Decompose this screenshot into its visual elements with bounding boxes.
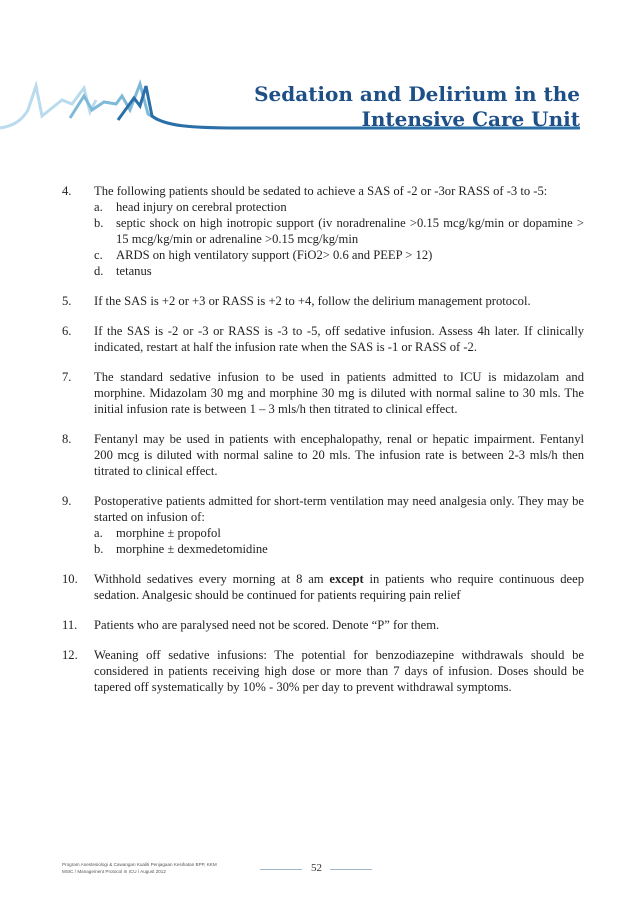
list-item (62, 323, 584, 355)
sub-item: a. morphine ± propofol (94, 526, 221, 540)
item-number: 9. (62, 494, 72, 508)
protocol-list (62, 183, 584, 709)
list-item (62, 617, 584, 633)
sub-item: a. head injury on cerebral protection (94, 200, 287, 214)
item-number: 4. (62, 184, 72, 198)
item-text: Withhold sedatives every morning at 8 am except in patients who require continuous deep sedation. Analgesic should be continued for patients requiring pain relief (94, 572, 584, 602)
item-number: 10. (62, 572, 78, 586)
sub-item: b. septic shock on high inotropic support (iv noradrenaline >0.15 mcg/kg/min or dopamine > 15 mcg/kg/min or adrenaline >0.15 mcg/kg/min (94, 216, 584, 246)
list-item (62, 293, 584, 309)
item-text: If the SAS is -2 or -3 or RASS is -3 to -5, off sedative infusion. Assess 4h later. If clinically indicated, restart at half the infusion rate when the SAS is -1 or RASS of -2. (94, 324, 584, 354)
item-number: 8. (62, 432, 72, 446)
list-item (62, 571, 584, 603)
page-title (254, 82, 580, 132)
list-item (62, 493, 584, 557)
item-number: 7. (62, 370, 72, 384)
page-footer (62, 861, 217, 875)
footer-line-1: Program Anestesiologi & Cawangan Kualiti Penjagaan Kesihatan BPP, KKM (62, 862, 217, 867)
list-item (62, 431, 584, 479)
sub-item: b. morphine ± dexmedetomidine (94, 542, 268, 556)
footer-divider-left (260, 869, 302, 870)
list-item (62, 183, 584, 279)
item-number: 11. (62, 618, 78, 632)
item-text: If the SAS is +2 or +3 or RASS is +2 to +4, follow the delirium management protocol. (94, 294, 531, 308)
item-text: Patients who are paralysed need not be scored. Denote “P” for them. (94, 618, 440, 632)
item-text: The following patients should be sedated to achieve a SAS of -2 or -3or RASS of -3 to -5: (94, 184, 548, 198)
item-number: 6. (62, 324, 72, 338)
title-line-2: Intensive Care Unit (361, 107, 580, 131)
sub-item: c. ARDS on high ventilatory support (FiO2> 0.6 and PEEP > 12) (94, 248, 433, 262)
emphasis-except: except (329, 572, 364, 586)
page-number: 52 (311, 862, 322, 874)
item-text: Postoperative patients admitted for short-term ventilation may need analgesia only. They may be started on infusion of: (94, 494, 584, 524)
sub-item: d. tetanus (94, 264, 152, 278)
list-item (62, 647, 584, 695)
ecg-wave-light (0, 86, 96, 128)
item-text: Fentanyl may be used in patients with encephalopathy, renal or hepatic impairment. Fentanyl 200 mcg is diluted with normal saline to 20 mls. The infusion rate is between 2-3 mls/h then titrated to clinical effect. (94, 432, 584, 478)
item-text: The standard sedative infusion to be used in patients admitted to ICU is midazolam and morphine. Midazolam 30 mg and morphine 30 mg is diluted with normal saline to 30 mls. The initial infusion rate is between 1 – 3 mls/h then titrated to clinical effect. (94, 370, 584, 416)
footer-divider-right (330, 869, 372, 870)
footer-line-2: MSIC / Management Protocol In ICU / August 2012 (62, 869, 166, 874)
list-item (62, 369, 584, 417)
title-line-1: Sedation and Delirium in the (254, 82, 580, 106)
item-number: 5. (62, 294, 72, 308)
item-number: 12. (62, 648, 78, 662)
item-text: Weaning off sedative infusions: The potential for benzodiazepine withdrawals should be considered in patients receiving high dose or more than 7 days of infusion. Doses should be tapered off systematically by 10% - 30% per day to prevent withdrawal symptoms. (94, 648, 584, 694)
